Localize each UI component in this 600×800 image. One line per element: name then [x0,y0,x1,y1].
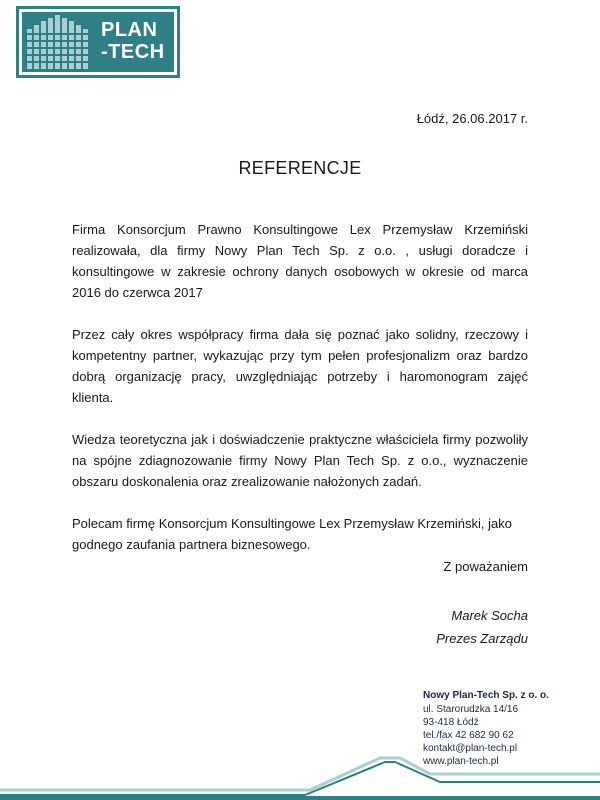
company-email: kontakt@plan-tech.pl [423,743,518,754]
logo-line-2: -TECH [101,41,165,63]
letter-title: REFERENCJE [238,158,362,178]
company-phone: tel./fax 42 682 90 62 [423,730,514,741]
closing-salutation: Z poważaniem [443,559,528,574]
logo-wordmark [101,19,165,63]
footer-wave-decoration [0,740,600,800]
paragraph-1: Firma Konsorcjum Prawno Konsultingowe Lex Przemysław Krzemiński realizowała, dla firmy Nowy Plan Tech Sp. z o.o. , usługi doradcze i konsultingowe w zakresie ochrony danych osobowych w okresie od marca 2016 do czerwca 2017 [72,222,528,300]
logo-line-1: PLAN [101,19,158,41]
letter-body [72,219,528,576]
company-name: Nowy Plan-Tech Sp. z o. o. [423,690,549,701]
company-street: ul. Starorudzka 14/16 [423,704,519,715]
paragraph-4: Polecam firmę Konsorcjum Konsultingowe Lex Przemysław Krzemiński, jako godnego zaufania partnera biznesowego. [72,516,512,552]
paragraph-3: Wiedza teoretyczna jak i doświadczenie praktyczne właściciela firmy pozwoliły na spójne zdiagnozowanie firmy Nowy Plan Tech Sp. z o.o., wyznaczenie obszaru doskonalenia oraz zrealizowanie nałożonych zadań. [72,432,528,489]
signer-name: Marek Socha [451,608,528,623]
letter-date: Łódź, 26.06.2017 r. [416,111,528,126]
signature-block [436,604,528,650]
paragraph-2: Przez cały okres współpracy firma dała się poznać jako solidny, rzeczowy i kompetentny partner, wykazując przy tym pełen profesjonalizm oraz bardzo dobrą organizację pracy, uwzględniając potrzeby i haromonogram zajęć klienta. [72,327,528,405]
company-website: www.plan-tech.pl [423,756,499,767]
company-logo [16,6,180,78]
company-city: 93-418 Łódź [423,717,479,728]
signer-title: Prezes Zarządu [436,631,528,646]
